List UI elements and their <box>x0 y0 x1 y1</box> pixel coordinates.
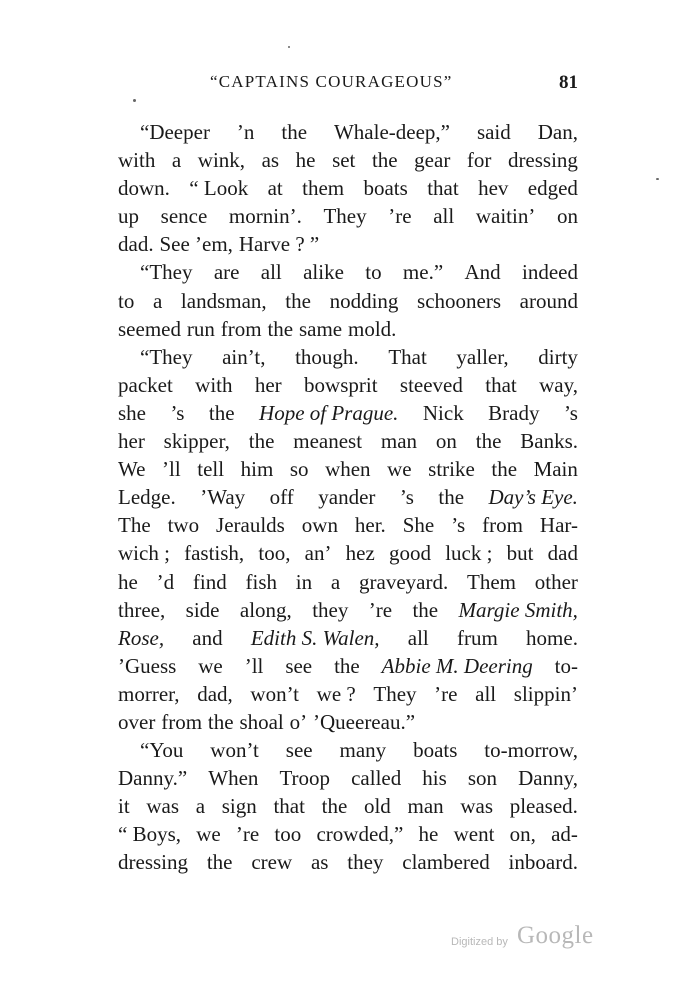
word: waitin’ <box>475 204 536 229</box>
text-line <box>118 511 578 539</box>
text-line <box>118 539 578 567</box>
word: frum <box>457 625 498 650</box>
word: they <box>347 850 384 875</box>
word: That <box>388 344 427 369</box>
word: are <box>213 260 240 285</box>
word: “You <box>140 738 184 763</box>
word: when <box>325 457 371 482</box>
word: side <box>185 597 220 622</box>
word: hez <box>345 541 375 566</box>
text-line <box>118 624 578 652</box>
word: on, <box>509 822 536 847</box>
word: dad. <box>118 232 154 257</box>
word: so <box>289 457 309 482</box>
word: on <box>556 204 578 229</box>
text-line <box>118 371 578 399</box>
word: man <box>407 794 444 819</box>
word: Nick <box>422 400 464 425</box>
word: “Deeper <box>140 120 210 144</box>
word: Danny.” <box>118 766 188 791</box>
word: me.” <box>402 260 444 285</box>
word: we ? <box>316 681 356 706</box>
text-line <box>118 652 578 680</box>
word: man <box>380 429 418 454</box>
word: Day’s Eye. <box>488 485 578 510</box>
word: around <box>519 288 578 313</box>
word: o’ <box>289 709 308 734</box>
word: on <box>435 429 457 454</box>
digitized-by-google-watermark <box>451 924 601 954</box>
word: steeved <box>399 372 463 397</box>
word: from <box>482 513 523 538</box>
word: the <box>491 457 518 482</box>
print-speck <box>133 99 136 102</box>
word: ’re <box>235 822 260 847</box>
word: the <box>208 400 235 425</box>
word: Danny, <box>518 766 578 791</box>
word: we <box>198 653 223 678</box>
word: along, <box>239 597 292 622</box>
word: hev <box>478 176 509 201</box>
word: see <box>285 653 313 678</box>
word: set <box>332 148 356 173</box>
word: his <box>422 766 447 791</box>
text-line <box>118 118 578 146</box>
word: the <box>267 316 294 341</box>
word: inboard. <box>508 850 578 875</box>
watermark-prefix: Digitized by <box>451 936 508 948</box>
word: went <box>453 822 495 847</box>
word: Abbie M. Deering <box>381 653 533 678</box>
word: to-morrow, <box>484 738 578 763</box>
word: dressing <box>507 148 578 173</box>
text-line <box>118 568 578 596</box>
word: three, <box>118 597 166 622</box>
word: won’t <box>250 681 300 706</box>
word: down. <box>118 176 170 201</box>
word: the <box>207 709 234 734</box>
word: “They <box>140 260 193 285</box>
word: but <box>506 541 534 566</box>
google-logo: Google <box>517 922 594 949</box>
word: him <box>240 457 274 482</box>
word: mold. <box>348 316 397 341</box>
word: ad- <box>551 822 578 847</box>
text-line <box>118 287 578 315</box>
word: son <box>467 766 498 791</box>
word: “ Boys, <box>118 822 181 847</box>
text-line <box>118 202 578 230</box>
word: dirty <box>538 344 578 369</box>
word: crew <box>251 850 293 875</box>
word: all <box>260 260 282 285</box>
word: morrer, <box>118 681 180 706</box>
word: we <box>387 457 412 482</box>
word: strike <box>428 457 475 482</box>
word: ’re <box>434 681 458 706</box>
word: the <box>206 850 233 875</box>
word: own <box>301 513 338 538</box>
word: Margie Smith, <box>458 597 578 622</box>
word: other <box>534 569 578 594</box>
word: all <box>407 625 429 650</box>
text-line <box>118 174 578 202</box>
text-line <box>118 455 578 483</box>
word: was <box>460 794 494 819</box>
text-line <box>118 680 578 708</box>
word: an’ <box>304 541 332 566</box>
word: And <box>464 260 501 285</box>
word: fish <box>245 569 277 594</box>
text-line <box>118 596 578 624</box>
word: She <box>402 513 435 538</box>
word: a <box>330 569 341 594</box>
word: yaller, <box>456 344 509 369</box>
word: them <box>302 176 345 201</box>
word: ’s <box>399 485 414 510</box>
text-line <box>118 146 578 174</box>
text-line <box>118 792 578 820</box>
word: from <box>161 709 203 734</box>
word: called <box>351 766 402 791</box>
word: mornin’. <box>228 204 302 229</box>
text-line <box>118 848 578 876</box>
word: wich ; <box>118 541 170 566</box>
word: her <box>118 429 145 454</box>
word: wink, <box>197 148 246 173</box>
word: ’n <box>236 120 255 144</box>
word: at <box>267 176 283 201</box>
word: ’re <box>388 204 412 229</box>
word: meanest <box>293 429 363 454</box>
word: he <box>118 569 138 594</box>
word: Dan, <box>537 120 578 144</box>
page-number: 81 <box>559 72 578 93</box>
print-speck <box>288 46 290 48</box>
word: home. <box>526 625 578 650</box>
print-speck <box>656 178 659 180</box>
text-line <box>118 343 578 371</box>
word: the <box>438 485 465 510</box>
word: from <box>220 316 262 341</box>
word: the <box>334 653 360 678</box>
word: ’d <box>156 569 175 594</box>
word: ’s <box>451 513 466 538</box>
word: skipper, <box>163 429 230 454</box>
word: They <box>373 681 417 706</box>
word: a <box>171 148 182 173</box>
body-text <box>118 118 578 877</box>
text-line <box>118 258 578 286</box>
text-line <box>118 820 578 848</box>
word: ’Queereau.” <box>313 709 416 734</box>
word: though. <box>295 344 359 369</box>
word: ain’t, <box>222 344 266 369</box>
word: all <box>475 681 497 706</box>
word: for <box>466 148 492 173</box>
word: dad <box>547 541 578 566</box>
word: the <box>281 120 308 144</box>
word: her <box>254 372 282 397</box>
word: They <box>323 204 367 229</box>
word: bowsprit <box>304 372 378 397</box>
running-title: “CAPTAINS COURAGEOUS” <box>210 72 453 91</box>
word: Rose, <box>118 625 165 650</box>
word: to- <box>554 653 578 678</box>
word: was <box>146 794 180 819</box>
word: ’ll <box>244 653 264 678</box>
word: that <box>427 176 459 201</box>
word: with <box>118 148 156 173</box>
word: shoal <box>239 709 284 734</box>
word: over <box>118 709 156 734</box>
word: they <box>312 597 349 622</box>
word: too, <box>258 541 291 566</box>
word: alike <box>303 260 344 285</box>
word: many <box>339 738 387 763</box>
word: it <box>118 794 130 819</box>
text-line <box>118 764 578 792</box>
word: ’s <box>170 400 185 425</box>
word: up <box>118 204 139 229</box>
word: Har- <box>539 513 578 538</box>
word: ’s <box>563 400 578 425</box>
word: Troop <box>279 766 331 791</box>
word: the <box>475 429 502 454</box>
word: Main <box>533 457 578 482</box>
word: as <box>310 850 329 875</box>
word: See ’em, <box>159 232 233 257</box>
word: pleased. <box>509 794 578 819</box>
word: run <box>186 316 215 341</box>
word: ’ll <box>162 457 181 482</box>
word: he <box>295 148 316 173</box>
word: tell <box>197 457 225 482</box>
word: we <box>196 822 221 847</box>
text-line <box>118 399 578 427</box>
word: old <box>363 794 391 819</box>
word: way, <box>539 372 578 397</box>
word: The <box>118 513 151 538</box>
word: “They <box>140 344 193 369</box>
word: he <box>418 822 439 847</box>
word: too <box>274 822 302 847</box>
word: Brady <box>488 400 540 425</box>
word: to <box>365 260 382 285</box>
word: a <box>152 288 163 313</box>
text-line <box>118 427 578 455</box>
word: the <box>321 794 348 819</box>
word: “ Look <box>189 176 249 201</box>
word: Hope of Prague. <box>259 400 399 425</box>
word: Banks. <box>520 429 578 454</box>
word: see <box>285 738 313 763</box>
text-line <box>118 230 578 258</box>
word: boats <box>413 738 458 763</box>
word: Edith S. Walen, <box>250 625 380 650</box>
word: all <box>433 204 455 229</box>
word: crowded,” <box>316 822 404 847</box>
page-header <box>118 72 578 102</box>
word: off <box>269 485 294 510</box>
word: schooners <box>417 288 502 313</box>
word: ’re <box>368 597 393 622</box>
word: sign <box>221 794 257 819</box>
word: nodding <box>329 288 399 313</box>
word: as <box>261 148 280 173</box>
word: same <box>298 316 343 341</box>
text-line <box>118 315 578 343</box>
word: to <box>118 288 135 313</box>
word: dressing <box>118 850 188 875</box>
word: two <box>167 513 200 538</box>
word: with <box>195 372 233 397</box>
word: Harve ? ” <box>238 232 320 257</box>
word: packet <box>118 372 173 397</box>
word: ’Guess <box>118 653 177 678</box>
text-line <box>118 708 578 736</box>
word: the <box>248 429 275 454</box>
word: won’t <box>210 738 259 763</box>
word: ’Way <box>200 485 246 510</box>
word: the <box>412 597 439 622</box>
word: landsman, <box>180 288 267 313</box>
word: the <box>285 288 311 313</box>
text-line <box>118 483 578 511</box>
word: When <box>208 766 259 791</box>
word: Whale-deep,” <box>333 120 450 144</box>
word: We <box>118 457 146 482</box>
word: find <box>192 569 227 594</box>
word: clambered <box>402 850 490 875</box>
word: slippin’ <box>513 681 578 706</box>
word: yander <box>318 485 376 510</box>
word: Jeraulds <box>216 513 285 538</box>
word: her. <box>354 513 386 538</box>
text-line <box>118 736 578 764</box>
word: sence <box>160 204 208 229</box>
word: the <box>371 148 398 173</box>
word: that <box>485 372 517 397</box>
word: dad, <box>197 681 233 706</box>
word: Them <box>467 569 516 594</box>
word: a <box>195 794 206 819</box>
word: graveyard. <box>359 569 449 594</box>
word: luck ; <box>445 541 493 566</box>
word: and <box>192 625 223 650</box>
word: that <box>273 794 305 819</box>
word: fastish, <box>184 541 245 566</box>
word: Ledge. <box>118 485 176 510</box>
word: edged <box>527 176 578 201</box>
word: said <box>476 120 511 144</box>
word: good <box>389 541 431 566</box>
word: in <box>295 569 313 594</box>
word: indeed <box>521 260 578 285</box>
word: gear <box>414 148 451 173</box>
word: boats <box>363 176 408 201</box>
word: seemed <box>118 316 181 341</box>
word: she <box>118 400 146 425</box>
